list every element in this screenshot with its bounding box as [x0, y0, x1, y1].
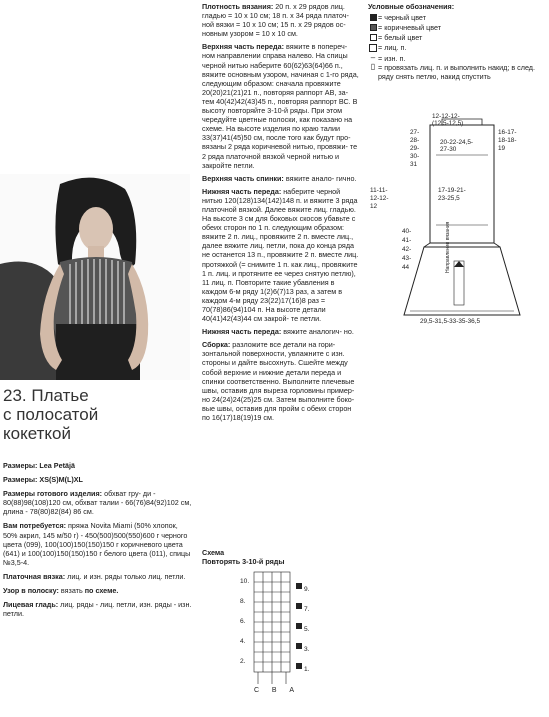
brown-square-icon [370, 24, 377, 31]
middle-column [202, 2, 361, 426]
bar-cell-icon: ▯ [370, 62, 376, 72]
white-square-icon [370, 34, 377, 41]
scheme-subtitle: Повторять 3-10-й ряды [202, 557, 285, 567]
model-photo [0, 174, 190, 380]
row-numbers-odd: 9. 7. 5. 3. 1. [304, 586, 310, 673]
scheme-title-block [202, 548, 322, 566]
black-square-icon [370, 14, 377, 21]
garment-schematic [370, 113, 548, 355]
column-letters: C B A [254, 687, 294, 694]
legend-item-knit: = лиц. п. [368, 43, 546, 54]
skirt-length: 40- 41- 42- 43- 44 [402, 228, 412, 271]
row-numbers-even: 10. 8. 6. 4. 2. [240, 578, 250, 665]
legend-item-purl: – = изн. п. [368, 54, 546, 63]
legend-title: Условные обозначения: [368, 2, 455, 11]
knitting-direction-label: Направление вязания [445, 221, 451, 273]
pattern-title-line: 23. Платье [3, 386, 89, 405]
right-height: 16-17- 18-18- 19 [498, 129, 517, 152]
top-width: 12-12-12- (12,5-12,5) [432, 113, 464, 127]
lower-front: Нижняя часть переда: наберите черной нитью 120(128)134(142)148 п. и вяжите 3 ряда платочной вязкой. Далее вяжите лиц. гладью. На высоте 3 см для боковых скосов убавьте с обеих сторон по 1 п. следующим образом: вяжите 2 п. лиц., провяжите 2 п. вместе лиц., далее вяжите лиц. петли, пока до конца ряда не останется 13 п., провяжите 2 п. вместе лиц. протяжкой (= снимите 1 п. как лиц., провяжите 1 п. лиц. и протяните ее через снятую петлю), 11 лиц. п. Повторите такие убавления в каждом 6-м ряду 1(2)6(7)13 раз, а затем в каждом 4-м ряду 23(22)17(16)8 раз = 70(78)86(94)104 п. На высоте детали 40(41)42(43)44 см закрой- те петли. [202, 186, 359, 324]
model-photo-illustration [0, 174, 190, 380]
pattern-title-line: с полосатой [3, 405, 99, 424]
lower-back: Нижняя часть переда: вяжите аналогич- но. [202, 327, 354, 337]
stockinette: Лицевая гладь: лиц. ряды - лиц. петли, изн. ряды - изн. петли. [3, 600, 192, 619]
pattern-title [3, 386, 98, 443]
hem-width: 29,5-31,5-33-35-36,5 [420, 318, 481, 325]
assembly: Сборка: разложите все детали на гори- зонтальной поверхности, увлажните с изн. стороны и дайте высохнуть. Сшейте между собой верхние и нижние детали переда и спинки соответственно. Выполните плечевые швы, оставив для выреза горловины пример- но 24(24)24(25)25 см. Затем выполните боко- вые швы, оставив для пройм с обеих сторон по 16(17)18(19)19 см. [202, 340, 355, 423]
empty-cell-icon [369, 44, 377, 52]
garter-stitch: Платочная вязка: лиц. и изн. ряды только лиц. петли. [3, 571, 186, 581]
legend-item-white: = белый цвет [368, 33, 546, 43]
left-column [3, 461, 193, 623]
gauge: Плотность вязания: 20 п. х 29 рядов лиц. гладью = 10 х 10 см; 18 п. х 34 ряда платоч- ной вязки = 10 х 10 см; 15 п. х 29 рядов ос- новным узором = 10 х 10 см. [202, 2, 349, 39]
inner-width: 20-22-24,5- 27-30 [440, 139, 474, 153]
finished-sizes: Размеры готового изделия: обхват гру- ди - 80(88)98(108)120 см, обхват талии - 66(76)84(92)102 см, длина - 78(80)82(84) 86 см. [3, 489, 192, 517]
waist-width: 17-19-21- 23-25,5 [438, 187, 466, 202]
author-line: Размеры: Lea Petäjä [3, 461, 75, 470]
dash-cell-icon: – [370, 53, 376, 63]
legend-item-black: = черный цвет [368, 13, 546, 23]
upper-back: Верхняя часть спинки: вяжите анало- гично. [202, 173, 357, 183]
upper-front: Верхняя часть переда: вяжите в попереч- ном направлении справа налево. На спицы черной нитью наберите 60(62)63(64)66 п., вяжите основным узором, начиная с 1-го ряда, следующим образом: сначала провяжите 20(20)21(21)21 п., повторяя раппорт АВ, за- тем 40(42)42(43)45 п., повторяя раппорт ВС. В высоту повторяйте 3-10-й ряды. При этом чередуйте цветные полоски, как показано на схеме. На высоте изделия по краю талии 33(37)41(45)50 см, после того как будут про- вязаны 2 ряда коричневой нитью, провяжи- те 2 ряда платочной вязкой черной нитью и закройте петли. [202, 42, 359, 170]
scheme-label: Схема [202, 548, 225, 557]
pattern-title-line: кокеткой [3, 424, 71, 443]
left-height: 27- 28- 29- 30- 31 [410, 129, 420, 168]
legend [368, 2, 546, 81]
waist-height: 11-11- 12-12- 12 [370, 187, 389, 210]
stitch-chart-grid [236, 568, 356, 699]
legend-item-yarnover: ▯ = провязать лиц. п. и выполнить накид; в след. ряду снять петлю, накид спустить [368, 63, 546, 81]
stripe-pattern: Узор в полоску: вязать по схеме. [3, 586, 119, 596]
sizes-line: Размеры: XS(S)M(L)XL [3, 475, 83, 485]
legend-item-brown: = коричневый цвет [368, 23, 546, 33]
stitch-chart [236, 568, 356, 717]
materials: Вам потребуется: пряжа Novita Miami (50% хлопок, 50% акрил, 145 м/50 г) - 450(500)500(550)600 г черного цвета (099), 100(100)150(150)150 г коричневого цвета (641) и 100(100)150(150)150 г белого цвета (011), спицы №3,5-4. [3, 521, 191, 567]
